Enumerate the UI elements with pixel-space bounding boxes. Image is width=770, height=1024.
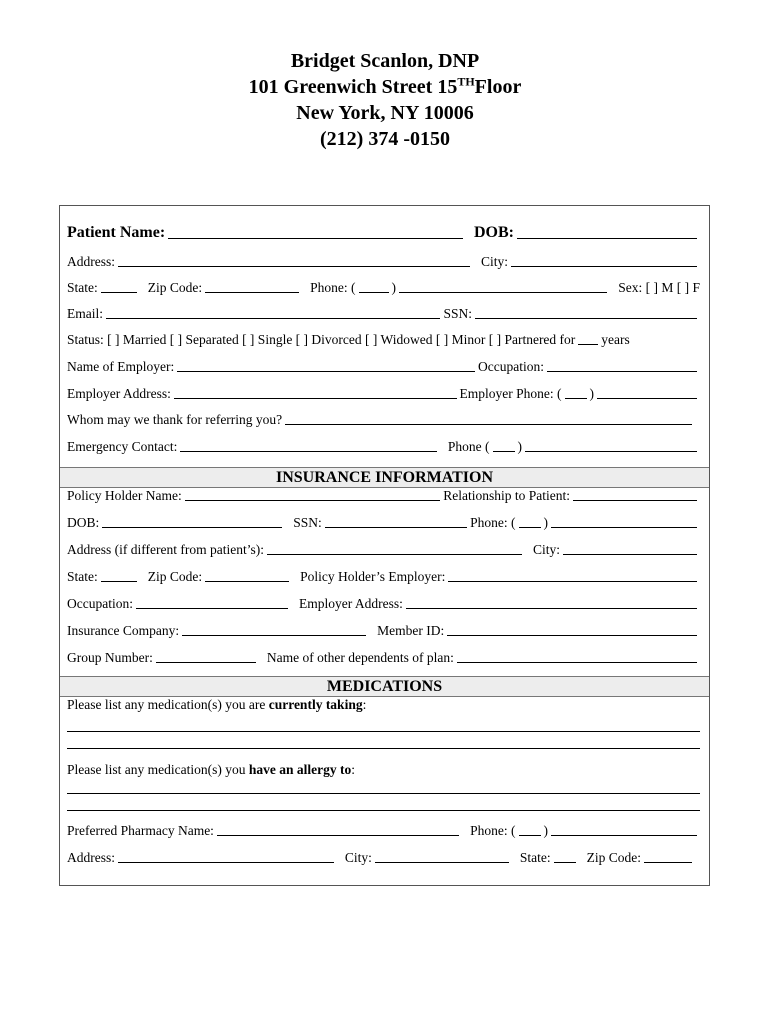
holder-state-row <box>67 568 700 586</box>
emergency-label: Emergency Contact: <box>67 439 178 454</box>
company-row <box>67 622 700 640</box>
current-medications-label <box>67 696 366 714</box>
pharmacy-field[interactable] <box>217 834 459 836</box>
holder-row <box>67 487 700 505</box>
holder-state-label: State: <box>67 569 98 584</box>
relationship-field[interactable] <box>573 499 697 501</box>
employer-phone-area-field[interactable] <box>565 397 587 399</box>
zip-field[interactable] <box>205 291 299 293</box>
address-label: Address: <box>67 254 115 269</box>
holder-dob-label: DOB: <box>67 515 100 530</box>
pharmacy-state-field[interactable] <box>554 861 576 863</box>
holder-address-label: Address (if different from patient’s): <box>67 542 264 557</box>
holder-employer-field[interactable] <box>448 580 697 582</box>
pharmacy-address-row <box>67 849 695 867</box>
holder-address-field[interactable] <box>267 553 522 555</box>
occupation-label: Occupation: <box>478 359 544 374</box>
current-prompt-emphasis: currently taking <box>268 697 363 712</box>
holder-address-row <box>67 541 700 559</box>
employer-address-field[interactable] <box>174 397 457 399</box>
address-field[interactable] <box>118 265 470 267</box>
employer-field[interactable] <box>177 370 475 372</box>
patient-name-field[interactable] <box>168 237 463 239</box>
current-medications-line-1[interactable] <box>67 731 700 732</box>
years-label: years <box>601 332 630 347</box>
holder-dob-field[interactable] <box>102 526 282 528</box>
current-prompt-text: Please list any medication(s) you are <box>67 697 269 712</box>
sex-options[interactable]: Sex: [ ] M [ ] F <box>618 280 700 295</box>
dependents-field[interactable] <box>457 661 697 663</box>
provider-address <box>0 74 770 100</box>
allergy-label <box>67 761 355 779</box>
holder-label: Policy Holder Name: <box>67 488 182 503</box>
employer-label: Name of Employer: <box>67 359 175 374</box>
allergy-prompt-emphasis: have an allergy to <box>248 762 352 777</box>
relationship-label: Relationship to Patient: <box>443 488 570 503</box>
emergency-phone-field[interactable] <box>525 450 697 452</box>
pharmacy-phone-area-field[interactable] <box>519 834 541 836</box>
employer-row <box>67 358 700 376</box>
holder-employer-address-label: Employer Address: <box>298 596 403 611</box>
holder-occupation-label: Occupation: <box>67 596 133 611</box>
holder-field[interactable] <box>185 499 441 501</box>
holder-state-field[interactable] <box>101 580 137 582</box>
current-medications-prompt <box>67 696 700 714</box>
address-street: 101 Greenwich Street 15 <box>248 76 458 98</box>
holder-dob-row <box>67 514 700 532</box>
employer-address-row <box>67 385 700 403</box>
company-label: Insurance Company: <box>67 623 180 638</box>
pharmacy-phone-label: Phone: ( <box>470 823 516 838</box>
member-field[interactable] <box>447 634 697 636</box>
email-label: Email: <box>67 306 103 321</box>
emergency-row <box>67 438 700 456</box>
referral-label: Whom may we thank for referring you? <box>67 412 283 427</box>
employer-phone-label: Employer Phone: ( <box>459 386 562 401</box>
occupation-field[interactable] <box>547 370 697 372</box>
partnered-years-field[interactable] <box>578 343 598 345</box>
pharmacy-phone-field[interactable] <box>551 834 697 836</box>
holder-phone-label: Phone: ( <box>470 515 516 530</box>
holder-occupation-row <box>67 595 700 613</box>
status-row <box>67 331 700 349</box>
phone-area-field[interactable] <box>359 291 389 293</box>
pharmacy-address-label: Address: <box>67 850 115 865</box>
insurance-heading: INSURANCE INFORMATION <box>60 467 709 488</box>
current-medications-line-2[interactable] <box>67 748 700 749</box>
status-options[interactable]: Status: [ ] Married [ ] Separated [ ] Single [ ] Divorced [ ] Widowed [ ] Minor [ ] Partnered for <box>67 332 576 347</box>
referral-row <box>67 411 695 429</box>
employer-address-label: Employer Address: <box>67 386 171 401</box>
group-label: Group Number: <box>67 650 153 665</box>
holder-phone-field[interactable] <box>551 526 697 528</box>
current-prompt-colon: : <box>362 697 367 712</box>
address-floor: Floor <box>474 76 522 98</box>
provider-name: Bridget Scanlon, DNP <box>290 50 480 72</box>
dependents-label: Name of other dependents of plan: <box>266 650 454 665</box>
allergy-line-2[interactable] <box>67 810 700 811</box>
group-field[interactable] <box>156 661 256 663</box>
ssn-field[interactable] <box>475 317 697 319</box>
patient-dob-field[interactable] <box>517 237 697 239</box>
group-row <box>67 649 700 667</box>
allergy-prompt <box>67 761 700 779</box>
phone-label: Phone: ( <box>310 280 356 295</box>
emergency-field[interactable] <box>180 450 437 452</box>
patient-name-label: Patient Name: <box>67 224 166 241</box>
employer-phone-field[interactable] <box>597 397 697 399</box>
holder-zip-field[interactable] <box>205 580 289 582</box>
city-field[interactable] <box>511 265 697 267</box>
patient-dob-label: DOB: <box>474 224 514 241</box>
pharmacy-label: Preferred Pharmacy Name: <box>67 823 214 838</box>
holder-ssn-label: SSN: <box>293 515 322 530</box>
state-label: State: <box>67 280 98 295</box>
allergy-prompt-colon: : <box>351 762 355 777</box>
holder-phone-paren: ) <box>543 515 548 530</box>
state-field[interactable] <box>101 291 137 293</box>
holder-employer-label: Policy Holder’s Employer: <box>300 569 446 584</box>
patient-form <box>59 205 710 886</box>
allergy-prompt-text: Please list any medication(s) you <box>67 762 249 777</box>
medications-heading: MEDICATIONS <box>60 676 709 697</box>
pharmacy-city-label: City: <box>344 850 372 865</box>
pharmacy-phone-paren: ) <box>543 823 548 838</box>
holder-zip-label: Zip Code: <box>147 569 203 584</box>
pharmacy-zip-label: Zip Code: <box>586 850 641 865</box>
provider-city: New York, NY 10006 <box>296 102 474 124</box>
employer-phone-paren: ) <box>589 386 594 401</box>
address-row <box>67 253 700 271</box>
pharmacy-city-field[interactable] <box>375 861 509 863</box>
holder-ssn-field[interactable] <box>325 526 467 528</box>
city-label: City: <box>480 254 508 269</box>
emergency-phone-label: Phone ( <box>447 439 490 454</box>
holder-phone-area-field[interactable] <box>519 526 541 528</box>
holder-occupation-field[interactable] <box>136 607 288 609</box>
holder-employer-address-field[interactable] <box>406 607 697 609</box>
holder-city-field[interactable] <box>563 553 697 555</box>
address-floor-suffix: TH <box>457 74 475 89</box>
state-row <box>67 279 700 297</box>
holder-city-label: City: <box>532 542 560 557</box>
letterhead <box>0 48 770 152</box>
member-label: Member ID: <box>377 623 445 638</box>
email-field[interactable] <box>106 317 440 319</box>
emergency-phone-paren: ) <box>517 439 522 454</box>
pharmacy-row <box>67 822 700 840</box>
emergency-phone-area-field[interactable] <box>493 450 515 452</box>
phone-paren: ) <box>391 280 396 295</box>
patient-name-row <box>67 222 700 244</box>
ssn-label: SSN: <box>443 306 472 321</box>
pharmacy-zip-field[interactable] <box>644 861 692 863</box>
email-row <box>67 305 700 323</box>
company-field[interactable] <box>182 634 366 636</box>
provider-phone: (212) 374 -0150 <box>320 128 450 150</box>
zip-label: Zip Code: <box>147 280 203 295</box>
pharmacy-address-field[interactable] <box>118 861 334 863</box>
phone-field[interactable] <box>399 291 607 293</box>
pharmacy-state-label: State: <box>519 850 551 865</box>
referral-field[interactable] <box>285 423 692 425</box>
allergy-line-1[interactable] <box>67 793 700 794</box>
